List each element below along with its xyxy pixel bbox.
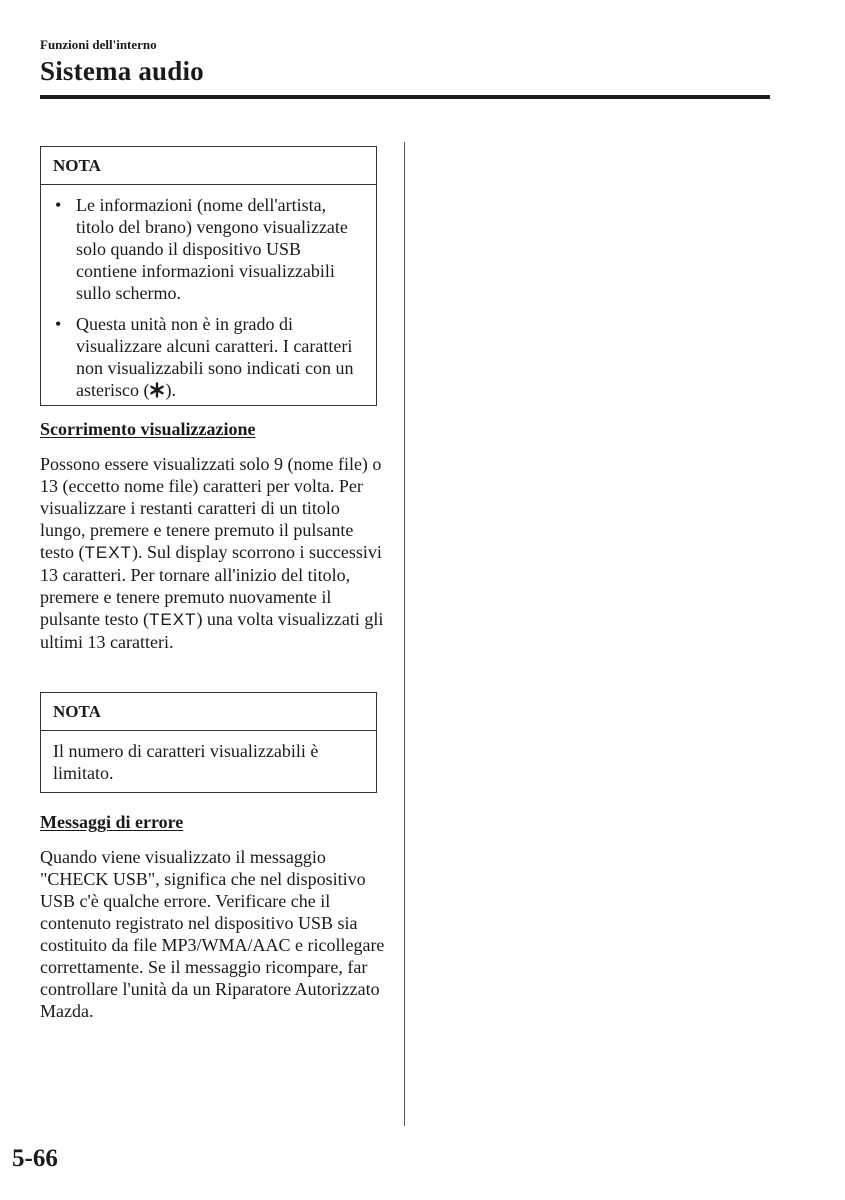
note-heading: NOTA xyxy=(41,693,376,731)
list-item-text: Questa unità non è in grado di visualizzare alcuni caratteri. I caratteri non visualizzabili sono indicati con un asterisco ( xyxy=(76,314,354,400)
note-heading: NOTA xyxy=(41,147,376,185)
text-button-label: TEXT xyxy=(84,543,132,562)
paragraph-text: ) una volta visualizzati gli ultimi 13 caratteri. xyxy=(40,609,384,652)
section-label: Funzioni dell'interno xyxy=(40,37,157,52)
paragraph-text: Possono essere visualizzati solo 9 (nome file) o 13 (eccetto nome file) caratteri per volta. Per visualizzare i restanti caratteri di un titolo lungo, premere e tenere premuto il pulsante testo ( xyxy=(40,454,382,562)
text-button-label: TEXT xyxy=(148,610,197,629)
note-body xyxy=(41,731,376,794)
bullet-icon: • xyxy=(55,314,62,334)
page-title: Sistema audio xyxy=(40,56,204,86)
title-rule xyxy=(40,95,770,99)
paragraph-errors: Quando viene visualizzato il messaggio "CHECK USB", significa che nel dispositivo USB c'è qualche errore. Verificare che il contenuto registrato nel dispositivo USB sia costituito da file MP3/WMA/AAC e ricollegare correttamente. Se il messaggio ricompare, far controllare l'unità da un Riparatore Autorizzato Mazda. xyxy=(40,847,385,1021)
column-divider xyxy=(404,142,405,1126)
note-body xyxy=(41,185,376,411)
note-box-2 xyxy=(40,692,377,793)
note-list xyxy=(53,194,364,401)
list-item xyxy=(53,194,364,304)
bullet-icon: • xyxy=(55,195,62,215)
note-box-1 xyxy=(40,146,377,406)
asterisk-icon xyxy=(149,382,165,398)
note-text: Il numero di caratteri visualizzabili è limitato. xyxy=(53,741,319,783)
paragraph-scroll xyxy=(40,453,385,653)
section-heading-errors: Messaggi di errore xyxy=(40,812,184,832)
list-item-text-end: ). xyxy=(165,380,176,400)
paragraph-text: ). Sul display scorrono i successivi 13 caratteri. Per tornare all'inizio del titolo, premere e tenere premuto nuovamente il pulsante testo ( xyxy=(40,542,382,629)
section-heading-scroll: Scorrimento visualizzazione xyxy=(40,419,256,439)
list-item-text: Le informazioni (nome dell'artista, titolo del brano) vengono visualizzate solo quando il dispositivo USB contiene informazioni visualizzabili sullo schermo. xyxy=(76,195,348,303)
list-item xyxy=(53,313,364,401)
page-number: 5-66 xyxy=(12,1145,58,1172)
